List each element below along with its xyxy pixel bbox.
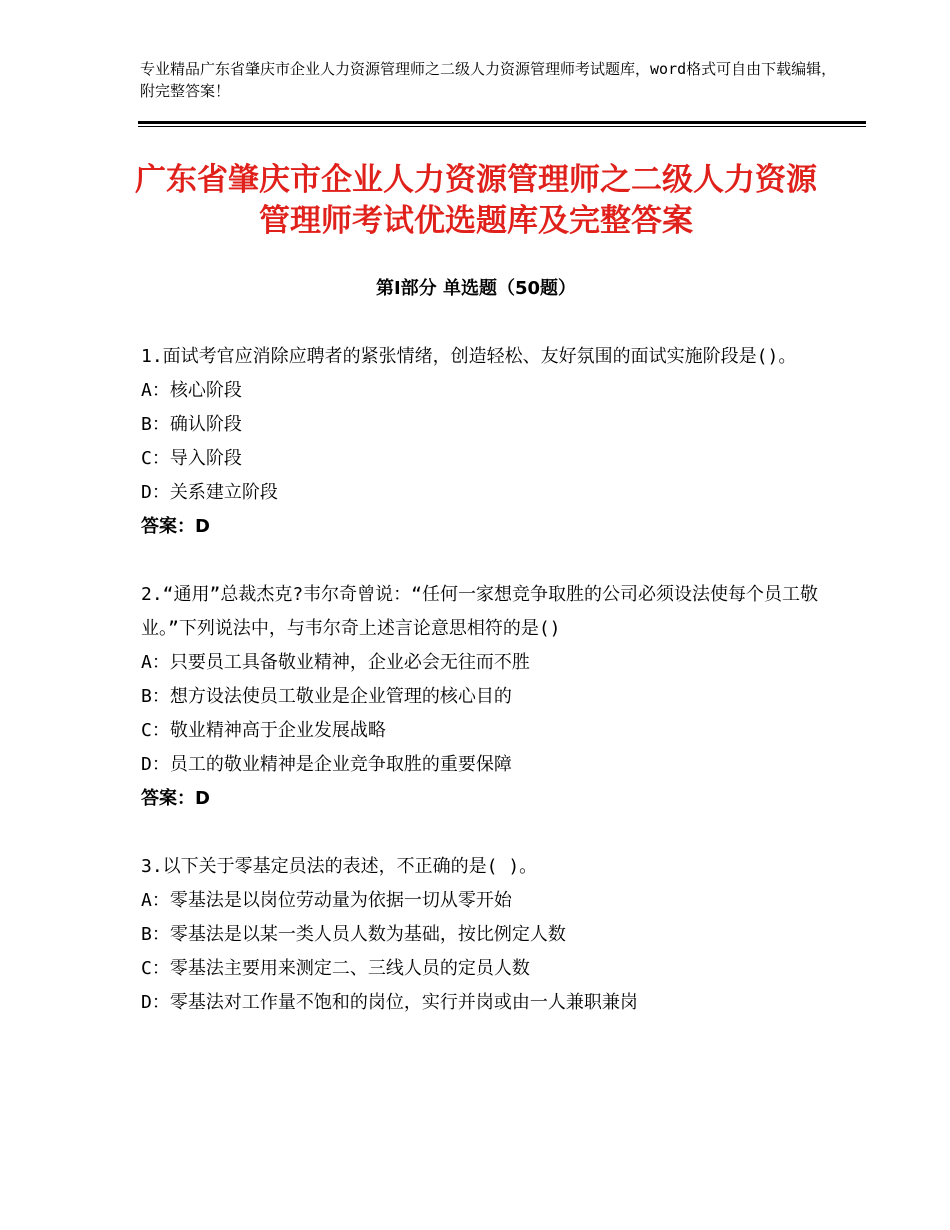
- question-1: [141, 340, 821, 544]
- option-b: B：确认阶段: [141, 414, 242, 435]
- answer-line: 答案：D: [141, 516, 210, 537]
- question-stem: 3.以下关于零基定员法的表述，不正确的是( )。: [141, 856, 538, 877]
- section-title: 第Ⅰ部分 单选题（50题）: [375, 278, 576, 299]
- option-b: B：想方设法使员工敬业是企业管理的核心目的: [141, 686, 512, 707]
- option-d: D：零基法对工作量不饱和的岗位，实行并岗或由一人兼职兼岗: [141, 992, 638, 1013]
- option-a: A：只要员工具备敬业精神，企业必会无往而不胜: [141, 652, 530, 673]
- question-list: [141, 340, 821, 1054]
- option-d: D：员工的敬业精神是企业竞争取胜的重要保障: [141, 754, 512, 775]
- header-note: 专业精品广东省肇庆市企业人力资源管理师之二级人力资源管理师考试题库，word格式可自由下载编辑，附完整答案！: [140, 60, 837, 100]
- answer-line: 答案：D: [141, 788, 210, 809]
- document-title: 广东省肇庆市企业人力资源管理师之二级人力资源管理师考试优选题库及完整答案: [135, 162, 817, 239]
- option-d: D：关系建立阶段: [141, 482, 278, 503]
- question-2: [141, 578, 821, 816]
- option-c: C：导入阶段: [141, 448, 242, 469]
- question-stem: 1.面试考官应消除应聘者的紧张情绪，创造轻松、友好氛围的面试实施阶段是()。: [141, 346, 797, 367]
- option-c: C：零基法主要用来测定二、三线人员的定员人数: [141, 958, 530, 979]
- header-rule-thin: [138, 126, 866, 127]
- question-3: [141, 850, 821, 1020]
- option-c: C：敬业精神高于企业发展战略: [141, 720, 386, 741]
- question-stem: 2.“通用”总裁杰克?韦尔奇曾说：“任何一家想竞争取胜的公司必须设法使每个员工敬业。”下列说法中，与韦尔奇上述言论意思相符的是(): [141, 584, 819, 639]
- header-rule-thick: [138, 121, 866, 124]
- option-a: A：零基法是以岗位劳动量为依据一切从零开始: [141, 890, 512, 911]
- option-b: B：零基法是以某一类人员人数为基础，按比例定人数: [141, 924, 566, 945]
- option-a: A：核心阶段: [141, 380, 242, 401]
